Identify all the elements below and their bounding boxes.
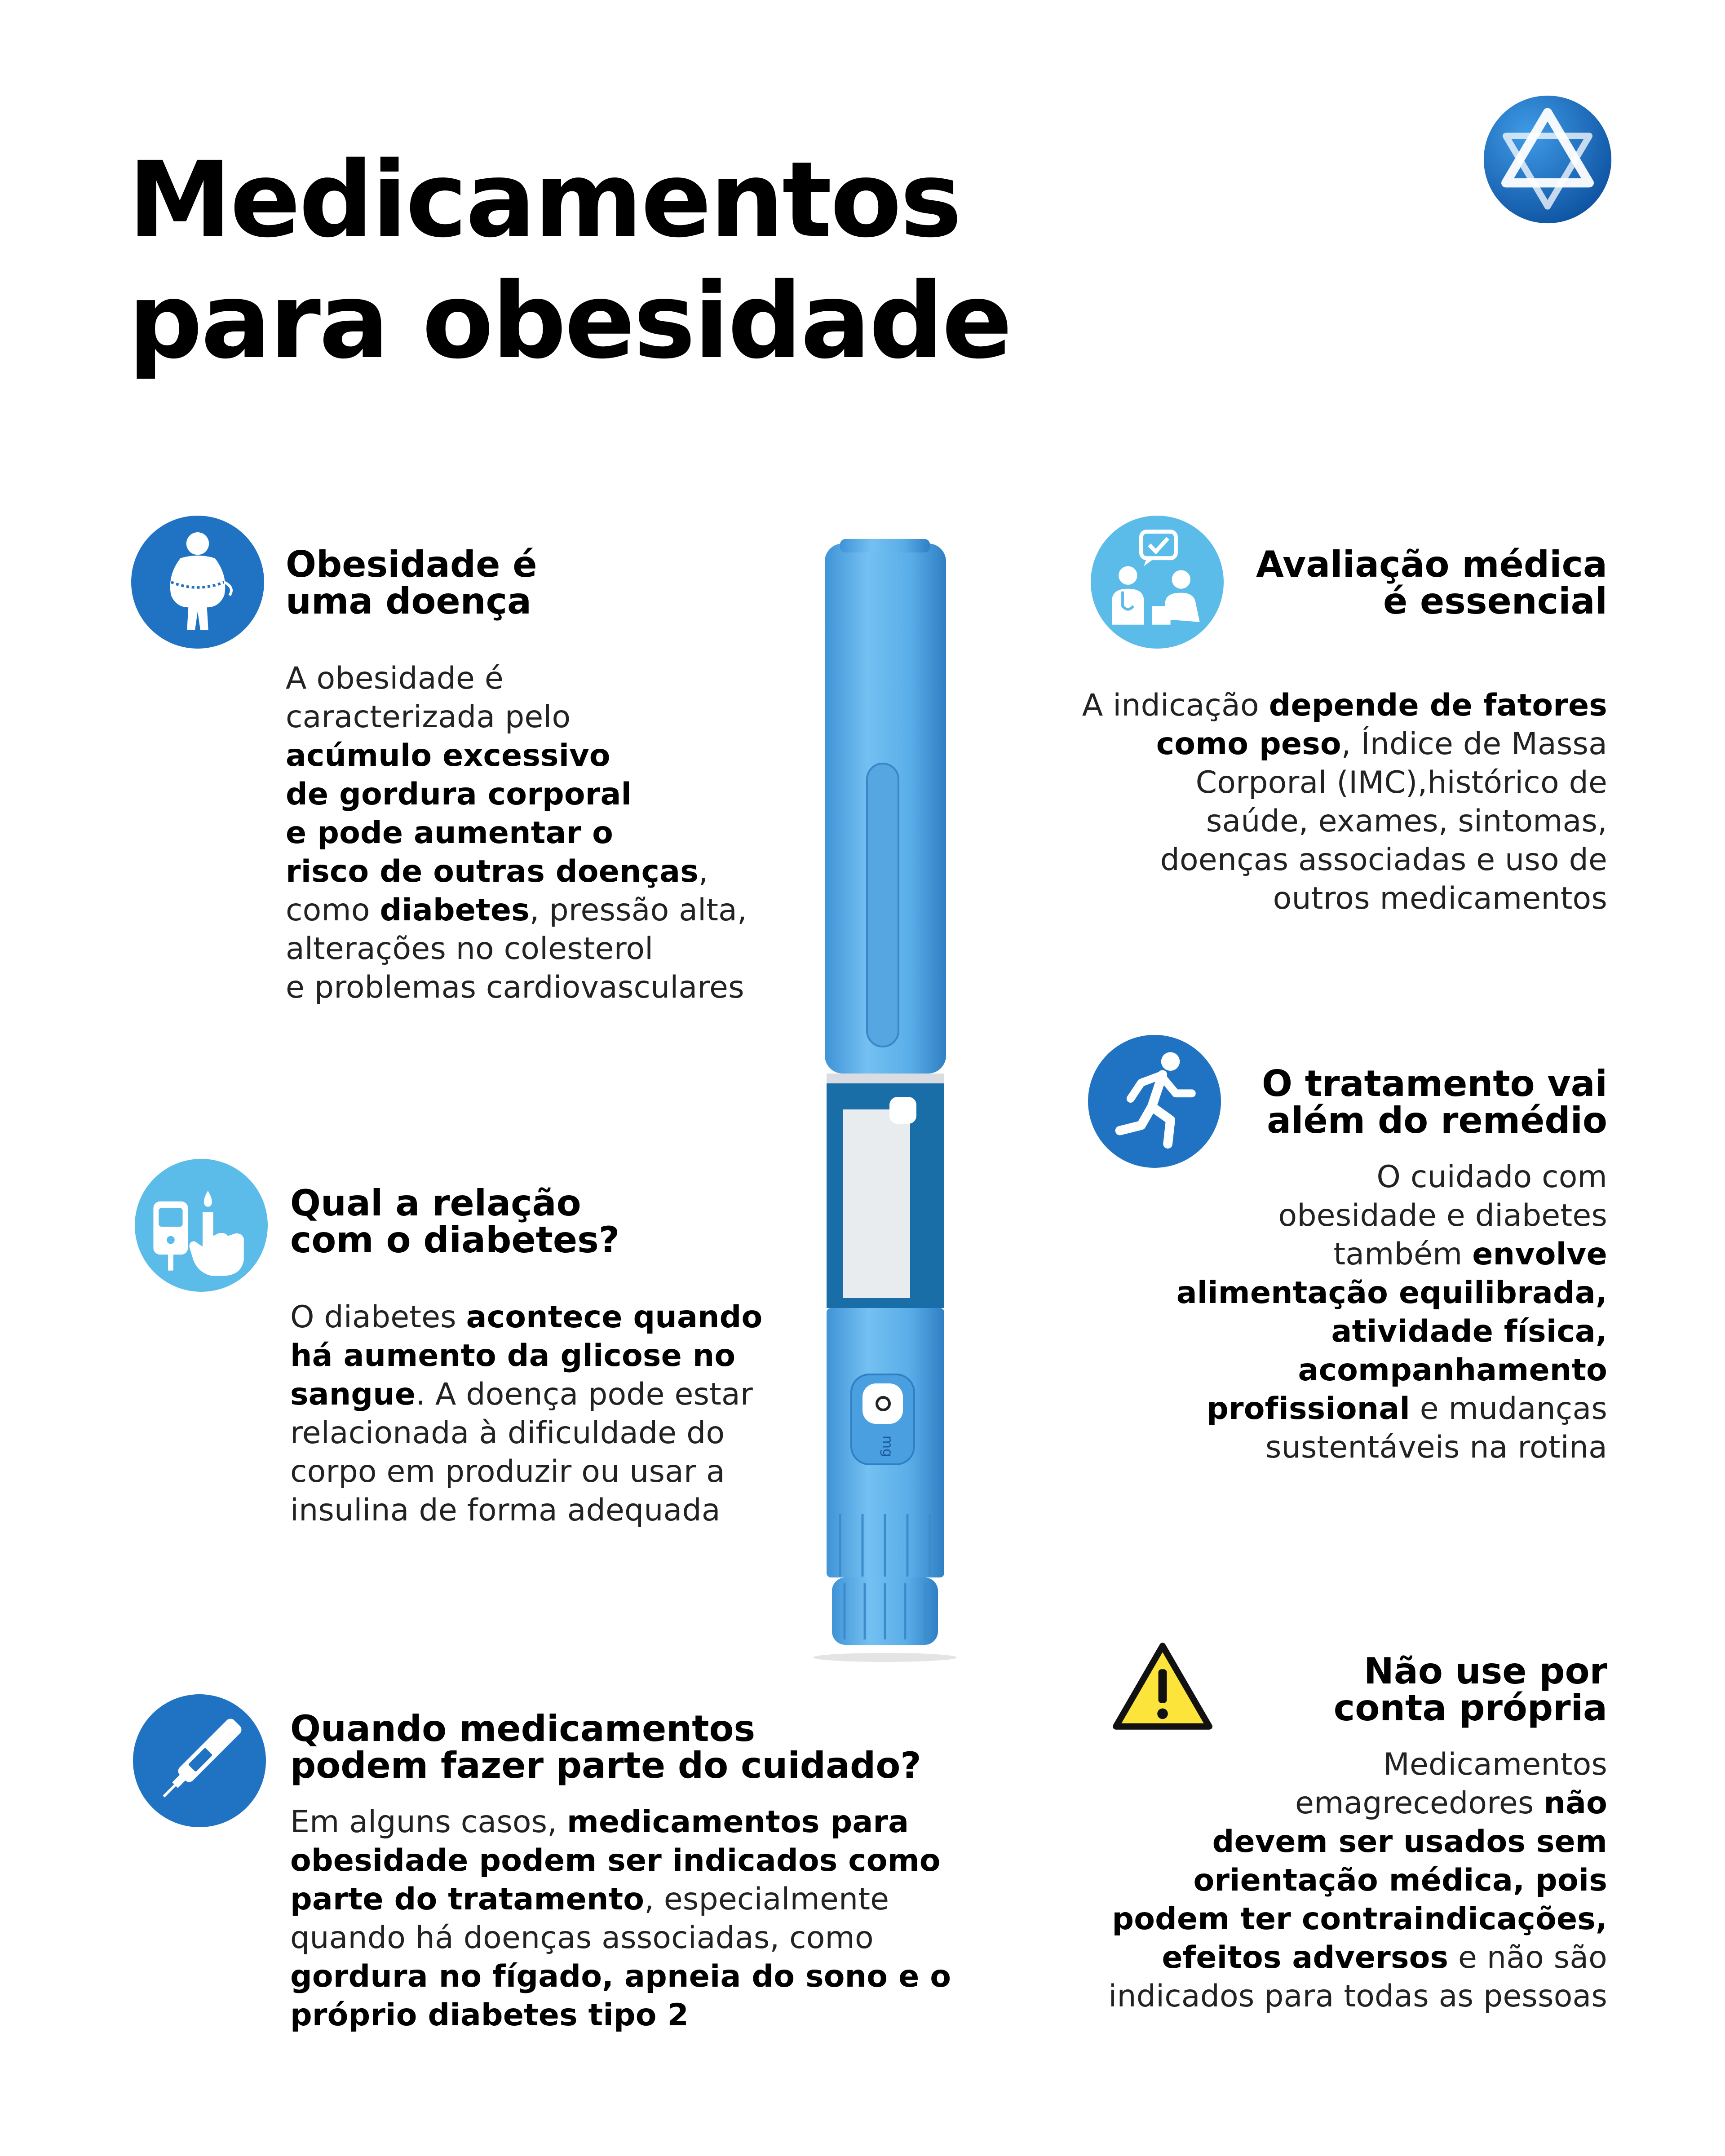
body-text: . A doença pode estar bbox=[416, 1377, 753, 1412]
page-title-line2: para obesidade bbox=[128, 261, 1011, 382]
body-text-bold: há aumento da glicose no bbox=[290, 1338, 736, 1374]
body-text-bold: alimentação equilibrada, bbox=[1176, 1275, 1607, 1311]
injection-pen-image bbox=[809, 530, 961, 1662]
body-text: saúde, exames, sintomas, bbox=[1206, 804, 1607, 839]
section-evaluation-title bbox=[1069, 543, 1607, 622]
body-text-bold: atividade física, bbox=[1331, 1314, 1607, 1349]
body-text: e não são bbox=[1448, 1940, 1607, 1975]
section-diabetes bbox=[290, 1182, 807, 1530]
body-text-bold: devem ser usados sem bbox=[1212, 1824, 1607, 1860]
section-warning bbox=[1069, 1650, 1607, 2016]
body-text: outros medicamentos bbox=[1273, 881, 1607, 916]
body-text-bold: podem ter contraindicações, bbox=[1112, 1901, 1607, 1937]
body-text-bold: orientação médica, pois bbox=[1193, 1863, 1607, 1898]
section-treatment-body bbox=[1069, 1158, 1607, 1467]
body-text-bold: de gordura corporal bbox=[286, 777, 632, 812]
body-text: , especialmente bbox=[644, 1882, 889, 1917]
body-text: alterações no colesterol bbox=[286, 931, 654, 967]
body-text-bold: depende de fatores bbox=[1269, 688, 1607, 723]
section-obesity bbox=[286, 543, 802, 1007]
injection-pen-icon bbox=[133, 1694, 266, 1827]
body-text: emagrecedores bbox=[1295, 1785, 1544, 1821]
body-text: , pressão alta, bbox=[529, 892, 747, 928]
section-medication-title-line2: podem fazer parte do cuidado? bbox=[290, 1745, 921, 1786]
page-title-line1: Medicamentos bbox=[128, 139, 960, 261]
section-diabetes-title-line1: Qual a relação bbox=[290, 1182, 581, 1224]
section-warning-title bbox=[1069, 1650, 1607, 1729]
section-treatment bbox=[1069, 1065, 1607, 1467]
section-warning-title-line2: conta própria bbox=[1333, 1687, 1607, 1729]
section-medication-title bbox=[290, 1710, 964, 1784]
body-text: relacionada à dificuldade do bbox=[290, 1415, 725, 1451]
body-text: A indicação bbox=[1082, 688, 1269, 723]
obese-person-icon bbox=[131, 516, 264, 649]
section-warning-body bbox=[1069, 1745, 1607, 2016]
pen-dial-label: mg bbox=[880, 1435, 895, 1458]
section-evaluation-title-line1: Avaliação médica bbox=[1256, 543, 1607, 585]
body-text: doenças associadas e uso de bbox=[1160, 842, 1607, 878]
body-text: O diabetes bbox=[290, 1299, 466, 1335]
body-text-bold: próprio diabetes tipo 2 bbox=[290, 1997, 689, 2033]
body-text: Corporal (IMC),histórico de bbox=[1195, 765, 1607, 800]
body-text-bold: e pode aumentar o bbox=[286, 815, 614, 851]
body-text: Medicamentos bbox=[1383, 1747, 1607, 1782]
section-obesity-title-line2: uma doença bbox=[286, 580, 531, 622]
section-diabetes-title bbox=[290, 1182, 807, 1261]
body-text-bold: acontece quando bbox=[466, 1299, 763, 1335]
body-text-bold: acúmulo excessivo bbox=[286, 738, 610, 773]
body-text: A obesidade é bbox=[286, 661, 504, 696]
body-text-bold: não bbox=[1544, 1785, 1607, 1821]
body-text-bold: obesidade podem ser indicados como bbox=[290, 1843, 941, 1878]
body-text: , Índice de Massa bbox=[1341, 726, 1607, 762]
section-evaluation bbox=[1069, 543, 1607, 918]
body-text: insulina de forma adequada bbox=[290, 1493, 721, 1528]
section-medication-title-line1: Quando medicamentos bbox=[290, 1708, 756, 1750]
section-medication-body bbox=[290, 1803, 964, 2035]
body-text: quando há doenças associadas, como bbox=[290, 1920, 874, 1956]
section-warning-title-line1: Não use por bbox=[1363, 1650, 1607, 1692]
body-text: também bbox=[1333, 1237, 1473, 1272]
section-evaluation-title-line2: é essencial bbox=[1383, 580, 1607, 622]
section-diabetes-body bbox=[290, 1298, 807, 1530]
section-obesity-title bbox=[286, 543, 802, 622]
body-text-bold: gordura no fígado, apneia do sono e o bbox=[290, 1959, 951, 1994]
hospital-logo bbox=[1482, 94, 1613, 225]
body-text: , bbox=[698, 854, 708, 889]
section-treatment-title bbox=[1069, 1065, 1607, 1139]
body-text-bold: parte do tratamento bbox=[290, 1882, 645, 1917]
section-obesity-body bbox=[286, 659, 802, 1007]
page-title bbox=[128, 139, 1296, 382]
body-text: Em alguns casos, bbox=[290, 1804, 567, 1840]
body-text-bold: sangue bbox=[290, 1377, 416, 1412]
body-text-bold: profissional bbox=[1207, 1391, 1410, 1427]
glucose-meter-icon bbox=[135, 1159, 268, 1292]
body-text-bold: medicamentos para bbox=[566, 1804, 909, 1840]
body-text: como bbox=[286, 892, 380, 928]
section-evaluation-body bbox=[1069, 686, 1607, 918]
body-text: O cuidado com bbox=[1376, 1159, 1607, 1195]
body-text: e problemas cardiovasculares bbox=[286, 970, 744, 1005]
body-text-bold: diabetes bbox=[380, 892, 530, 928]
section-treatment-title-line2: além do remédio bbox=[1267, 1100, 1607, 1141]
body-text: corpo em produzir ou usar a bbox=[290, 1454, 725, 1489]
section-obesity-title-line1: Obesidade é bbox=[286, 543, 537, 585]
body-text-bold: efeitos adversos bbox=[1162, 1940, 1449, 1975]
body-text-bold: acompanhamento bbox=[1298, 1352, 1607, 1388]
body-text: e mudanças bbox=[1410, 1391, 1607, 1427]
section-diabetes-title-line2: com o diabetes? bbox=[290, 1219, 620, 1261]
body-text-bold: envolve bbox=[1472, 1237, 1607, 1272]
section-medication bbox=[290, 1710, 964, 2035]
body-text: caracterizada pelo bbox=[286, 699, 571, 735]
body-text-bold: como peso bbox=[1156, 726, 1341, 762]
section-treatment-title-line1: O tratamento vai bbox=[1262, 1063, 1607, 1105]
body-text-bold: risco de outras doenças bbox=[286, 854, 699, 889]
body-text: sustentáveis na rotina bbox=[1265, 1430, 1607, 1465]
body-text: obesidade e diabetes bbox=[1278, 1198, 1607, 1233]
body-text: indicados para todas as pessoas bbox=[1108, 1979, 1607, 2014]
